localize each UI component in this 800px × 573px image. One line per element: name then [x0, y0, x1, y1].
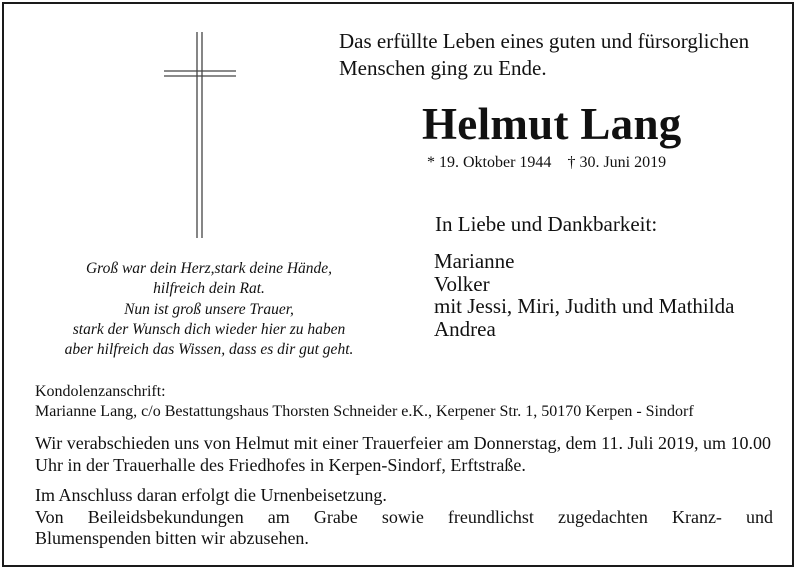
- intro-text: [339, 28, 749, 82]
- funeral-notice: Wir verabschieden uns von Helmut mit einer Trauerfeier am Donnerstag, dem 11. Juli 2019, um 10.00 Uhr in der Trauerhalle des Friedhofes in Kerpen-Sindorf, Erftstraße.: [35, 433, 771, 475]
- urn-notice-line: Von Beileidsbekundungen am Grabe sowie freundlichst zugedachten Kranz- und: [35, 506, 773, 527]
- poem-line: aber hilfreich das Wissen, dass es dir gut geht.: [64, 341, 354, 359]
- mourner-name: Volker: [434, 271, 490, 296]
- mourners-heading: In Liebe und Dankbarkeit:: [435, 212, 658, 236]
- urn-notice-line: Im Anschluss daran erfolgt die Urnenbeisetzung.: [35, 485, 387, 505]
- life-dates: [427, 153, 666, 173]
- intro-line: Menschen ging zu Ende.: [339, 56, 547, 80]
- death-date: † 30. Juni 2019: [567, 154, 667, 171]
- birth-date: * 19. Oktober 1944: [427, 154, 552, 171]
- urn-notice-line: Blumenspenden bitten wir abzusehen.: [35, 528, 309, 548]
- mourner-name: mit Jessi, Miri, Judith und Mathilda: [434, 294, 735, 318]
- poem-line: stark der Wunsch dich wieder hier zu haben: [72, 320, 346, 338]
- condolence-address-line: Marianne Lang, c/o Bestattungshaus Thorsten Schneider e.K., Kerpener Str. 1, 50170 Kerpen - Sindorf: [35, 403, 694, 420]
- condolence-address: [35, 382, 694, 422]
- poem-line: hilfreich dein Rat.: [153, 280, 265, 298]
- mourner-name: Andrea: [434, 316, 496, 341]
- condolence-label: Kondolenzanschrift:: [35, 383, 166, 400]
- mourner-name: Marianne: [434, 249, 515, 273]
- mourners-list: [434, 250, 734, 340]
- intro-line: Das erfüllte Leben eines guten und fürsorglichen: [339, 29, 750, 53]
- urn-notice: [35, 485, 773, 550]
- memorial-poem: [29, 259, 389, 360]
- poem-line: Nun ist groß unsere Trauer,: [124, 300, 294, 318]
- poem-line: Groß war dein Herz,stark deine Hände,: [85, 260, 333, 277]
- obituary-frame: [2, 2, 794, 567]
- cross-icon: [164, 32, 236, 238]
- deceased-name: Helmut Lang: [422, 99, 682, 149]
